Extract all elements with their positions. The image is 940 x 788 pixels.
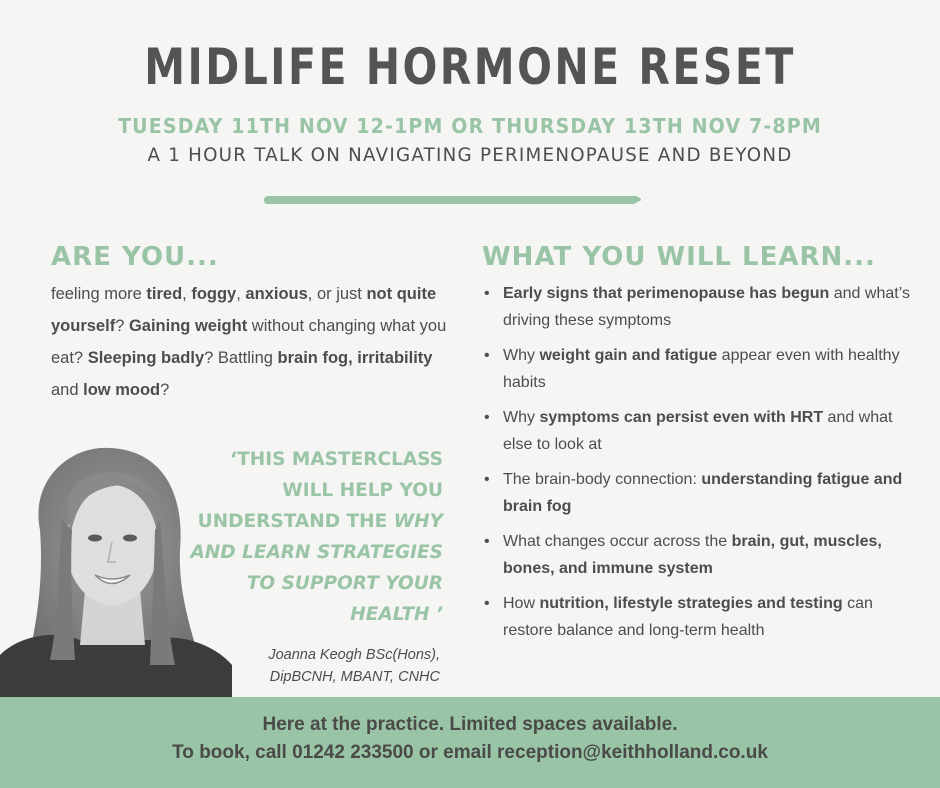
quote-italic-text: WHY AND LEARN STRATEGIES TO SUPPORT YOUR HEALTH ’ [190,511,443,625]
body-text: Why [503,409,540,426]
page-title: MIDLIFE HORMONE RESET [144,38,796,96]
learn-list-item [482,590,912,644]
body-text: Why [503,347,540,364]
emphasis-text: tired [146,285,183,303]
body-text: and what else to look at [503,409,893,453]
emphasis-text: brain fog, irritability [277,349,433,367]
body-text: The brain-body connection: [503,471,702,488]
learn-list-item [482,528,912,582]
body-text: ? [115,317,129,335]
are-you-heading: ARE YOU... [51,242,219,272]
learn-list-item [482,466,912,520]
are-you-text [51,278,451,406]
body-text: without changing what you eat? [51,317,447,367]
event-subtitle: A 1 HOUR TALK ON NAVIGATING PERIMENOPAUSE AND BEYOND [147,144,793,166]
testimonial-quote [175,444,443,630]
emphasis-text: foggy [191,285,237,303]
footer-booking-contact: To book, call 01242 233500 or email reception@keithholland.co.uk [172,742,768,763]
credentials-line-1: Joanna Keogh BSc(Hons), [268,647,440,663]
body-text: feeling more [51,285,147,303]
emphasis-text: understanding fatigue and brain fog [503,471,903,515]
booking-footer [0,697,940,788]
quote-text: ‘THIS MASTERCLASS WILL HELP YOU UNDERSTAND THE [197,449,443,532]
body-text: , [236,285,246,303]
emphasis-text: Sleeping badly [87,349,205,367]
body-text: What changes occur across the [503,533,732,550]
body-text: appear even with healthy habits [503,347,900,391]
body-text: and [51,381,84,399]
emphasis-text: brain, gut, muscles, bones, and immune system [503,533,882,577]
learn-list-item [482,342,912,396]
emphasis-text: Early signs that perimenopause has begun [503,285,830,302]
emphasis-text: weight gain and fatigue [539,347,718,364]
body-text: , or just [307,285,367,303]
body-text: ? Battling [204,349,278,367]
learn-heading: WHAT YOU WILL LEARN... [482,242,876,272]
emphasis-text: low mood [83,381,161,399]
footer-availability: Here at the practice. Limited spaces available. [262,714,678,735]
body-text: can restore balance and long-term health [503,595,873,639]
emphasis-text: nutrition, lifestyle strategies and testing [539,595,843,612]
body-text: and what’s driving these symptoms [503,285,910,329]
event-dates: TUESDAY 11TH NOV 12-1PM OR THURSDAY 13TH NOV 7-8PM [118,114,822,138]
emphasis-text: symptoms can persist even with HRT [539,409,824,426]
body-text: How [503,595,540,612]
learn-list [482,280,912,652]
learn-list-item [482,280,912,334]
body-text: , [182,285,192,303]
brush-stroke-divider [264,196,638,204]
emphasis-text: Gaining weight [128,317,248,335]
emphasis-text: not quite yourself [51,285,437,335]
speaker-credentials [200,644,440,688]
learn-list-item [482,404,912,458]
emphasis-text: anxious [245,285,308,303]
body-text: ? [160,381,170,399]
credentials-line-2: DipBCNH, MBANT, CNHC [269,669,440,685]
